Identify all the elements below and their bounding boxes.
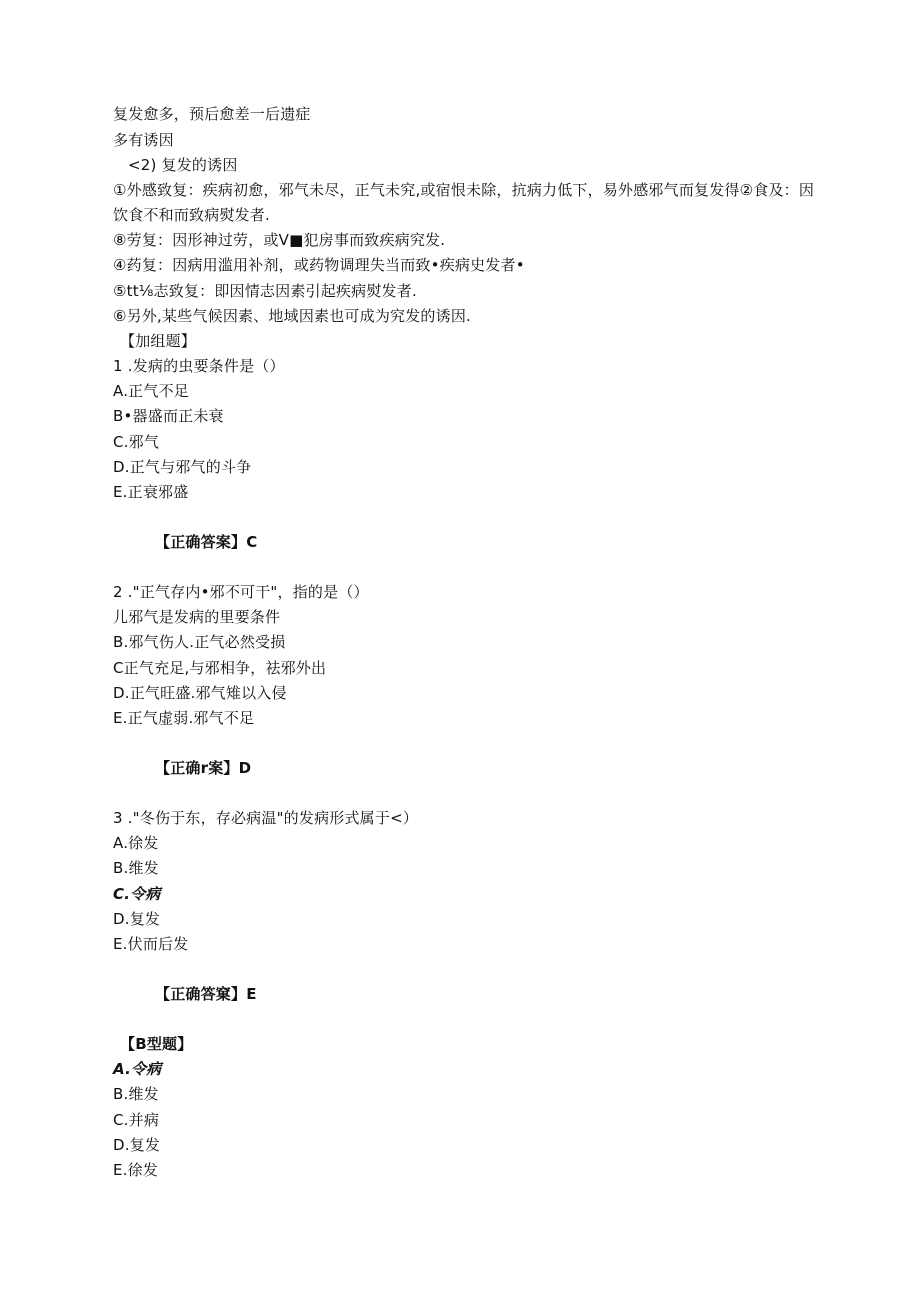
question-2-option-e: E.正气虚弱.邪气不足 (113, 709, 255, 727)
question-2-option-b: B.邪气伤人.正气必然受损 (113, 633, 286, 651)
question-3-option-b: B.维发 (113, 859, 159, 877)
section-b-option-b: B.维发 (113, 1085, 159, 1103)
question-3-option-e: E.伏而后发 (113, 935, 189, 953)
question-2-stem: 2 ."正气存内•邪不可干"，指的是（） (113, 583, 369, 601)
question-1-answer: 【正确答案】C (155, 533, 258, 551)
subheading-relapse-causes: <2) 复发的诱因 (128, 156, 238, 174)
question-1-option-a: A.正气不足 (113, 382, 189, 400)
cause-item-6: ⑥另外,某些气候因素、地域因素也可成为究发的诱因. (113, 307, 471, 325)
section-b-option-c: C.并病 (113, 1111, 160, 1129)
question-1-option-d: D.正气与邪气的斗争 (113, 458, 252, 476)
question-2-option-c: C正气充足,与邪相争，祛邪外出 (113, 659, 327, 677)
question-3-option-d: D.复发 (113, 910, 161, 928)
section-a-heading: 【加组题】 (120, 332, 197, 350)
question-2-answer: 【正确r案】D (155, 759, 252, 777)
cause-item-3: ⑧劳复：因形神过劳，或V■犯房事而致疾病究发. (113, 231, 446, 249)
question-2-option-a: 儿邪气是发病的里要条件 (113, 608, 281, 626)
question-3-option-a: A.徐发 (113, 834, 159, 852)
question-3-answer: 【正确答窠】E (155, 985, 257, 1003)
question-3-option-c: C.令病 (113, 885, 161, 903)
section-b-option-d: D.复发 (113, 1136, 161, 1154)
question-1-option-e: E.正衰邪盛 (113, 483, 189, 501)
question-3-stem: 3 ."冬伤于东，存必病温"的发病形式属于<） (113, 809, 419, 827)
question-1-option-b: B•器盛而正未衰 (113, 407, 224, 425)
intro-line-2: 多有诱因 (113, 131, 174, 149)
section-b-heading: 【B型题】 (120, 1035, 193, 1053)
cause-item-1-cont: 饮食不和而致病熨发者. (113, 206, 270, 224)
section-b-option-a: A.令病 (113, 1060, 162, 1078)
cause-item-4: ④药复：因病用滥用补剂，或药物调理失当而致•疾病史发者• (113, 256, 525, 274)
cause-item-1: ①外感致复：疾病初愈，邪气未尽，正气未究,或宿恨未除，抗病力低下，易外感邪气而复发得②食及：因 (113, 181, 815, 199)
intro-line-1: 复发愈多，预后愈差一后遗症 (113, 105, 311, 123)
question-2-option-d: D.正气旺盛.邪气雉以入侵 (113, 684, 287, 702)
question-1-option-c: C.邪气 (113, 433, 160, 451)
question-1-stem: 1 .发病的虫要条件是（） (113, 357, 285, 375)
cause-item-5: ⑤tt⅛志致复：即因情志因素引起疾病熨发者. (113, 282, 417, 300)
section-b-option-e: E.徐发 (113, 1161, 159, 1179)
